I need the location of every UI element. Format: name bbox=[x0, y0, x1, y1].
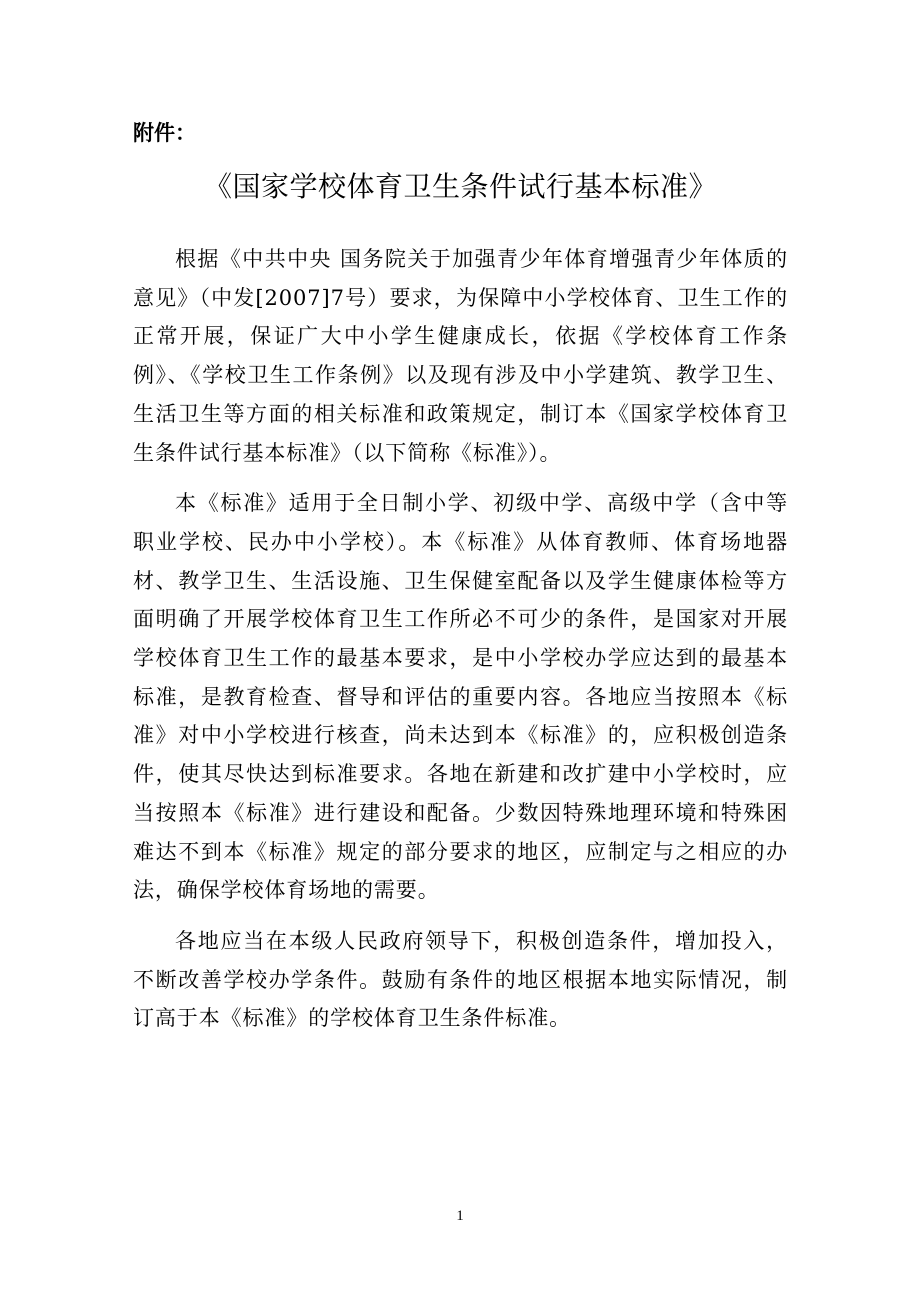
paragraph-purpose: 根据《中共中央 国务院关于加强青少年体育增强青少年体质的意见》（中发[2007]7号）要求，为保障中小学校体育、卫生工作的正常开展，保证广大中小学生健康成长，依据《学校体育工作条例》、《学校卫生工作条例》以及现有涉及中小学建筑、教学卫生、生活卫生等方面的相关标准和政策规定，制订本《国家学校体育卫生条件试行基本标准》（以下简称《标准》）。 bbox=[133, 247, 788, 465]
attachment-label: 附件： bbox=[133, 121, 196, 145]
paragraph-scope: 本《标准》适用于全日制小学、初级中学、高级中学（含中等职业学校、民办中小学校）。本《标准》从体育教师、体育场地器材、教学卫生、生活设施、卫生保健室配备以及学生健康体检等方面明确了开展学校体育卫生工作所必不可少的条件，是国家对开展学校体育卫生工作的最基本要求，是中小学校办学应达到的最基本标准，是教育检查、督导和评估的重要内容。各地应当按照本《标准》对中小学校进行核查，尚未达到本《标准》的，应积极创造条件，使其尽快达到标准要求。各地在新建和改扩建中小学校时，应当按照本《标准》进行建设和配备。少数因特殊地理环境和特殊困难达不到本《标准》规定的部分要求的地区，应制定与之相应的办法，确保学校体育场地的需要。 bbox=[133, 491, 788, 903]
document-title: 《国家学校体育卫生条件试行基本标准》 bbox=[203, 170, 717, 203]
page-number: 1 bbox=[456, 1208, 464, 1224]
paragraph-implementation: 各地应当在本级人民政府领导下，积极创造条件，增加投入，不断改善学校办学条件。鼓励有条件的地区根据本地实际情况，制订高于本《标准》的学校体育卫生条件标准。 bbox=[133, 928, 788, 1031]
document-body bbox=[133, 240, 788, 1050]
